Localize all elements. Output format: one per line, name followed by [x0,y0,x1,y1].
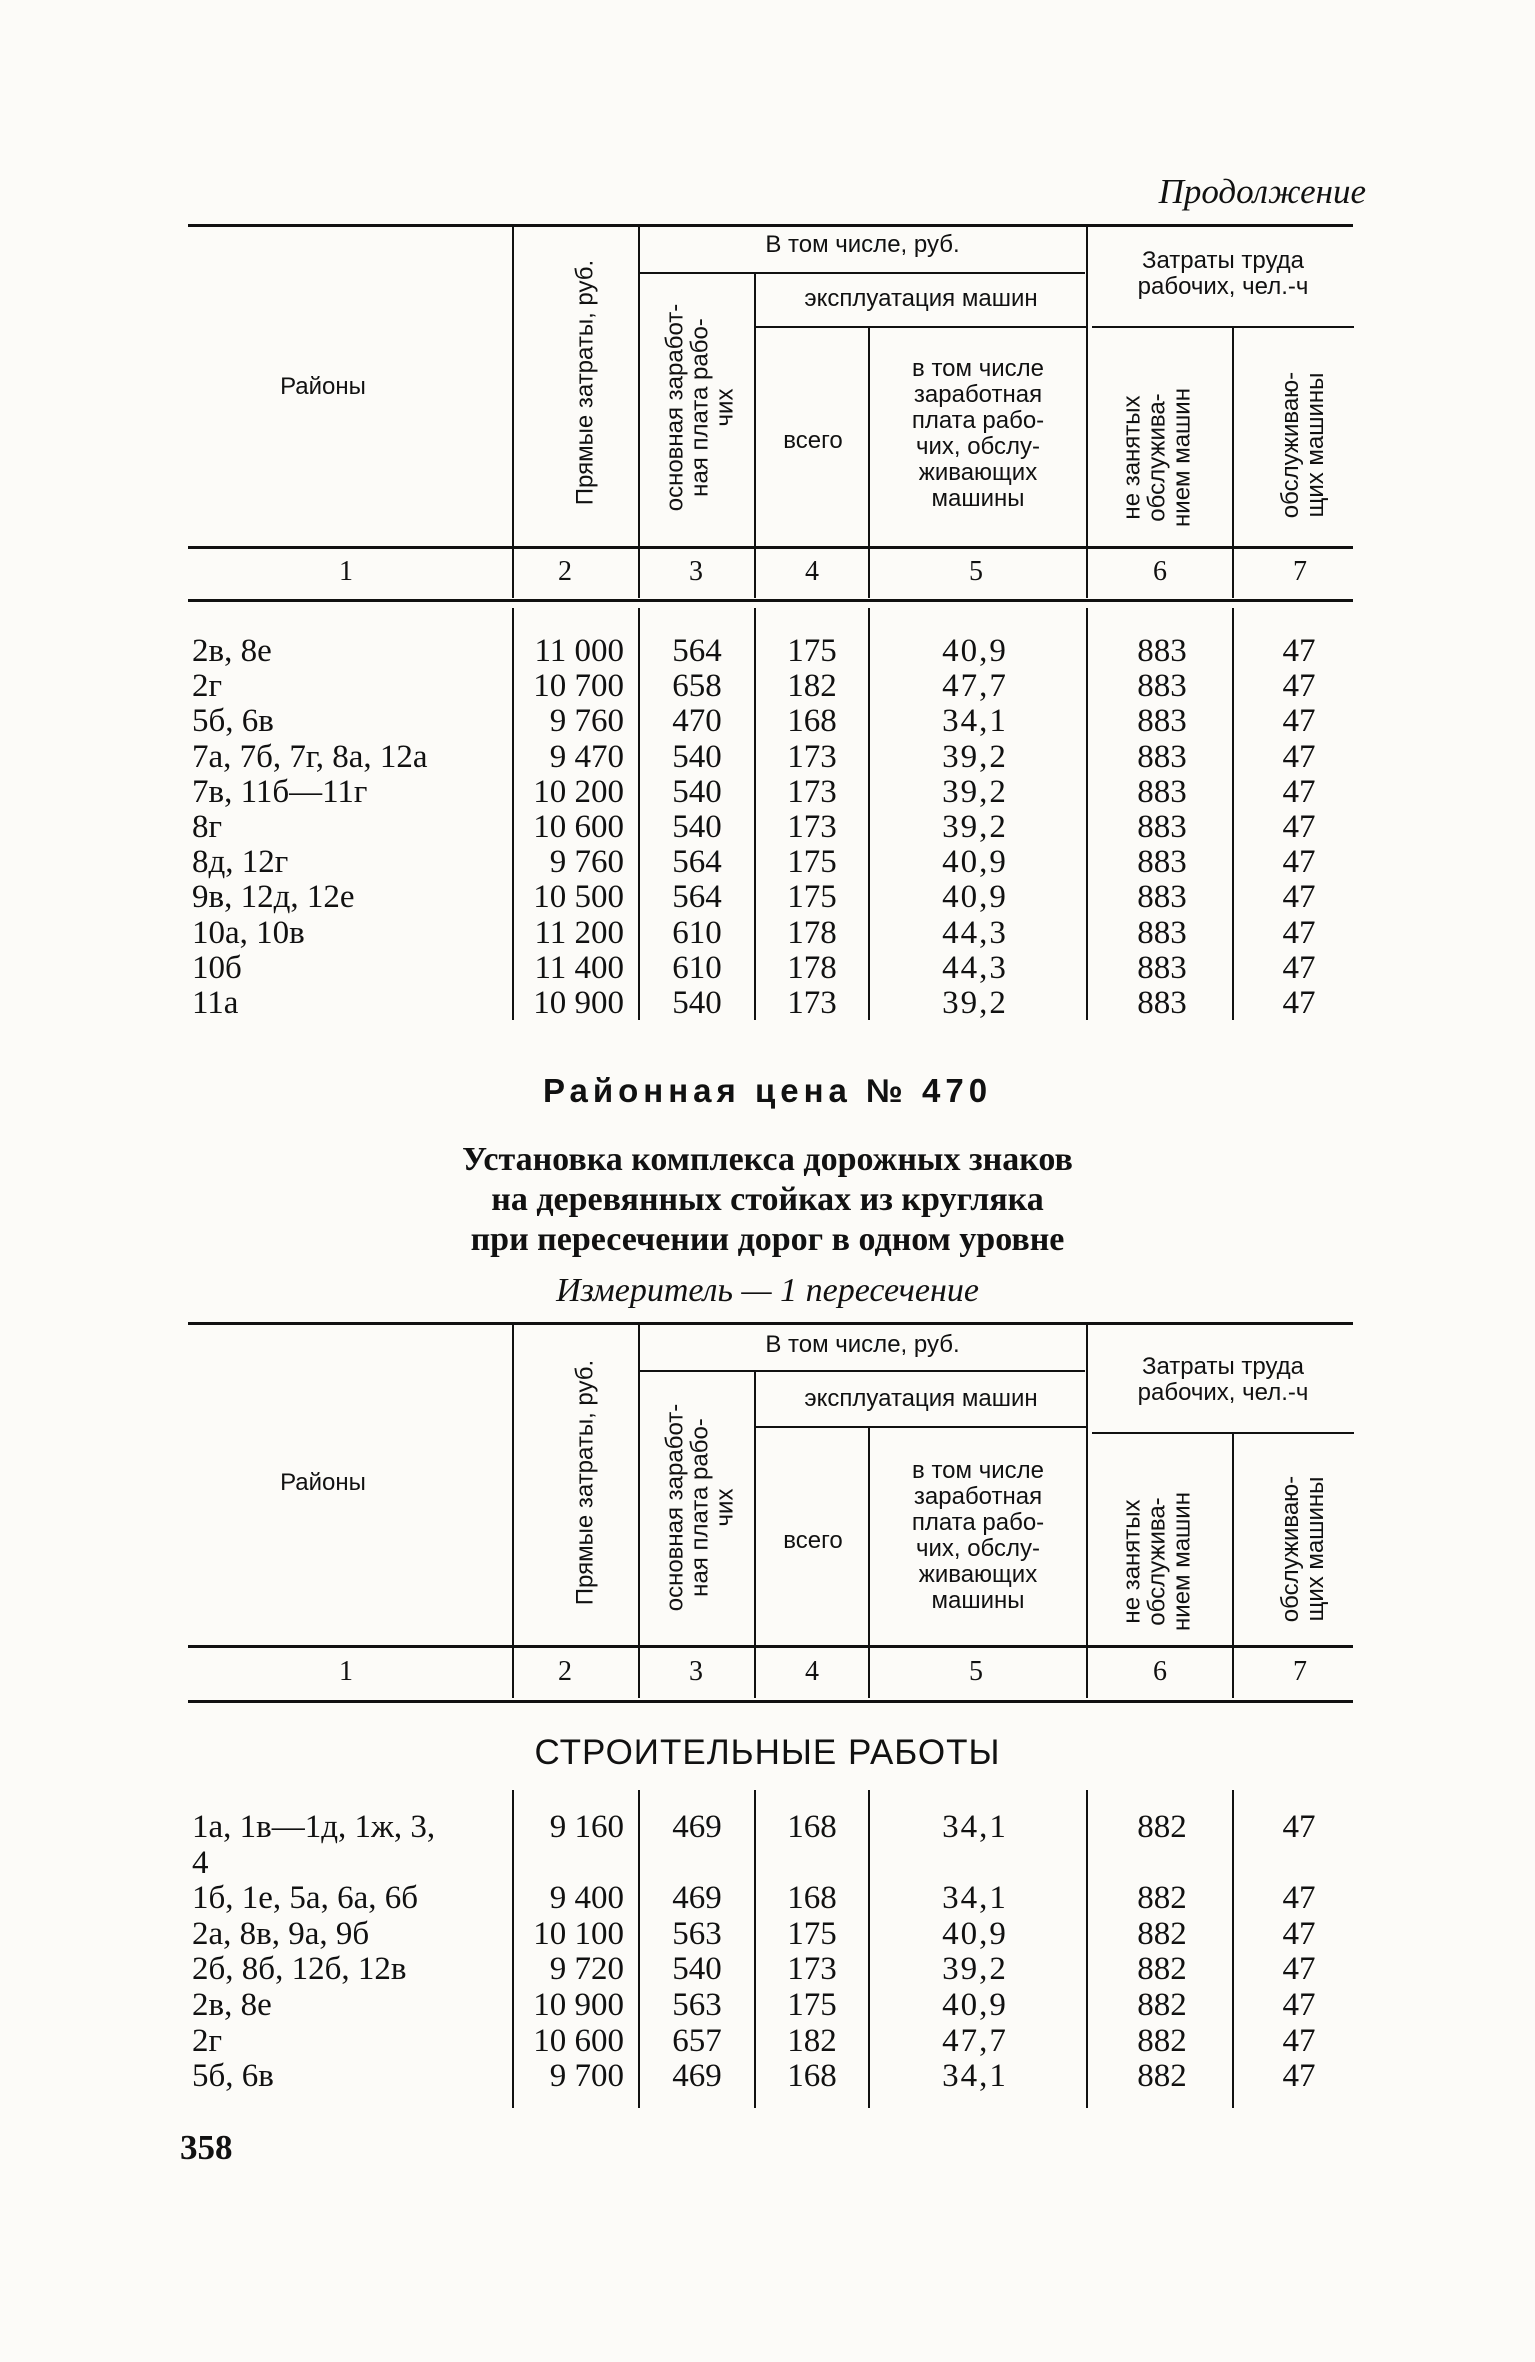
machine-ops-header: эксплуатация машин [804,285,1038,312]
col-number: 5 [969,1656,983,1687]
col-number: 2 [558,1656,572,1687]
value-cell: 610 [672,949,722,986]
region-cell: 4 [192,1844,209,1881]
table-row [0,986,1535,1021]
value-cell: 564 [672,633,722,669]
value-cell: 47 [1282,844,1316,881]
value-cell: 40,9 [942,879,1008,916]
value-cell: 563 [672,1915,722,1952]
value-cell: 47 [1282,1951,1316,1988]
value-cell: 47,7 [942,668,1008,705]
region-cell: 10а, 10в [192,914,305,951]
table-row [0,2024,1535,2059]
value-cell: 883 [1137,949,1187,986]
value-cell: 34,1 [942,1880,1008,1917]
value-cell: 173 [787,738,837,775]
regions-header: Районы [280,1469,366,1496]
value-cell: 882 [1137,2058,1187,2095]
region-cell: 1а, 1в—1д, 1ж, 3, [192,1809,436,1845]
value-cell: 168 [787,2058,837,2095]
value-cell: 47 [1282,738,1316,775]
value-cell: 47 [1282,773,1316,810]
value-cell: 540 [672,738,722,775]
incl-header: В том числе, руб. [765,1331,960,1358]
value-cell: 10 700 [533,668,624,705]
value-cell: 883 [1137,668,1187,705]
value-cell: 168 [787,1809,837,1845]
price-title: Районная цена № 470 [542,1072,993,1109]
page-number: 358 [180,2128,233,2167]
region-cell: 8д, 12г [192,844,289,881]
machine-ops-header: эксплуатация машин [804,1385,1038,1412]
value-cell: 10 600 [533,809,624,845]
table-row [0,845,1535,880]
col-number: 1 [339,556,353,587]
col-number: 7 [1293,1656,1307,1687]
value-cell: 610 [672,914,722,951]
value-cell: 47 [1282,1880,1316,1917]
value-cell: 9 760 [549,844,624,881]
table-row [0,1810,1535,1845]
table-row [0,916,1535,951]
base-wage-header: основная заработ- ная плата рабо- чих [661,303,739,512]
value-cell: 10 500 [533,879,624,916]
value-cell: 47 [1282,949,1316,986]
value-cell: 10 100 [533,1915,624,1952]
not-servicing-header: не занятых обслужива- нием машин [1118,388,1196,527]
incl-wage-header: в том числе заработная плата рабо- чих, обслу- живающих машины [911,355,1045,512]
value-cell: 540 [672,1951,722,1988]
value-cell: 882 [1137,1880,1187,1917]
servicing-header: обслуживаю- щих машины [1277,1475,1329,1623]
region-cell: 2г [192,2022,223,2059]
col-number: 3 [689,556,703,587]
value-cell: 44,3 [942,949,1008,986]
value-cell: 47 [1282,1809,1316,1845]
value-cell: 9 760 [549,703,624,740]
value-cell: 168 [787,1880,837,1917]
table-row [0,880,1535,915]
value-cell: 469 [672,1880,722,1917]
value-cell: 10 900 [533,985,624,1021]
servicing-header: обслуживаю- щих машины [1277,371,1329,519]
value-cell: 10 900 [533,1987,624,2023]
value-cell: 175 [787,1915,837,1952]
labor-header: Затраты труда рабочих, чел.-ч [1137,247,1309,300]
value-cell: 47 [1282,914,1316,951]
value-cell: 47 [1282,985,1316,1021]
value-cell: 882 [1137,1915,1187,1952]
value-cell: 540 [672,773,722,810]
col-number: 6 [1153,1656,1167,1687]
value-cell: 34,1 [942,703,1008,740]
value-cell: 9 720 [549,1951,624,1988]
value-cell: 175 [787,1987,837,2023]
col-number: 3 [689,1656,703,1687]
value-cell: 175 [787,879,837,916]
table-row [0,634,1535,669]
col-number: 5 [969,556,983,587]
value-cell: 883 [1137,773,1187,810]
region-cell: 10б [192,949,242,986]
value-cell: 564 [672,844,722,881]
region-cell: 2в, 8е [192,633,272,669]
value-cell: 10 600 [533,2022,624,2059]
value-cell: 882 [1137,1987,1187,2023]
value-cell: 883 [1137,914,1187,951]
col-number: 4 [805,1656,819,1687]
value-cell: 47 [1282,879,1316,916]
region-cell: 8г [192,809,223,845]
regions-header: Районы [280,373,366,400]
table-row [0,669,1535,704]
region-cell: 2б, 8б, 12б, 12в [192,1951,407,1988]
continuation-label: Продолжение [1158,172,1366,211]
value-cell: 9 160 [549,1809,624,1845]
table-row [0,1988,1535,2023]
value-cell: 9 400 [549,1880,624,1917]
value-cell: 39,2 [942,1951,1008,1988]
value-cell: 39,2 [942,773,1008,810]
description: Установка комплекса дорожных знаков на деревянных стойках из кругляка при пересечении дорог в одном уровне [462,1141,1073,1258]
table-row [0,1952,1535,1987]
value-cell: 882 [1137,2022,1187,2059]
value-cell: 658 [672,668,722,705]
value-cell: 173 [787,773,837,810]
value-cell: 564 [672,879,722,916]
direct-costs-header: Прямые затраты, руб. [571,1359,599,1606]
value-cell: 11 400 [534,949,624,986]
table-row [0,775,1535,810]
table-row [0,2059,1535,2094]
incl-header: В том числе, руб. [765,231,960,258]
value-cell: 40,9 [942,1987,1008,2023]
value-cell: 40,9 [942,844,1008,881]
region-cell: 11а [192,985,239,1021]
region-cell: 5б, 6в [192,2058,274,2095]
value-cell: 47 [1282,2022,1316,2059]
labor-header: Затраты труда рабочих, чел.-ч [1137,1353,1309,1406]
region-cell: 2г [192,668,223,705]
value-cell: 540 [672,809,722,845]
col-number: 1 [339,1656,353,1687]
value-cell: 182 [787,668,837,705]
value-cell: 882 [1137,1951,1187,1988]
table-row [0,1917,1535,1952]
region-cell: 2в, 8е [192,1987,272,2023]
region-cell: 9в, 12д, 12е [192,879,355,916]
region-cell: 5б, 6в [192,703,274,740]
value-cell: 11 000 [534,633,624,669]
table-row [0,1881,1535,1916]
value-cell: 9 700 [549,2058,624,2095]
value-cell: 173 [787,985,837,1021]
col-number: 7 [1293,556,1307,587]
value-cell: 178 [787,914,837,951]
value-cell: 883 [1137,703,1187,740]
value-cell: 47 [1282,1987,1316,2023]
incl-wage-header: в том числе заработная плата рабо- чих, обслу- живающих машины [911,1457,1045,1614]
value-cell: 47 [1282,668,1316,705]
value-cell: 10 200 [533,773,624,810]
value-cell: 469 [672,2058,722,2095]
table-row [0,704,1535,739]
value-cell: 40,9 [942,633,1008,669]
total-header: всего [783,1527,843,1554]
value-cell: 883 [1137,985,1187,1021]
table-row [0,1846,1535,1881]
value-cell: 34,1 [942,1809,1008,1845]
value-cell: 175 [787,633,837,669]
direct-costs-header: Прямые затраты, руб. [571,259,599,506]
value-cell: 47 [1282,2058,1316,2095]
value-cell: 182 [787,2022,837,2059]
table-row [0,951,1535,986]
value-cell: 11 200 [534,914,624,951]
value-cell: 39,2 [942,738,1008,775]
value-cell: 469 [672,1809,722,1845]
section-title: СТРОИТЕЛЬНЫЕ РАБОТЫ [534,1733,1001,1772]
value-cell: 883 [1137,633,1187,669]
col-number: 6 [1153,556,1167,587]
value-cell: 47 [1282,633,1316,669]
value-cell: 47 [1282,1915,1316,1952]
value-cell: 47 [1282,703,1316,740]
value-cell: 47 [1282,809,1316,845]
value-cell: 470 [672,703,722,740]
value-cell: 883 [1137,879,1187,916]
value-cell: 44,3 [942,914,1008,951]
col-number: 4 [805,556,819,587]
region-cell: 7в, 11б—11г [192,773,368,810]
value-cell: 882 [1137,1809,1187,1845]
value-cell: 883 [1137,844,1187,881]
table-row [0,740,1535,775]
value-cell: 883 [1137,738,1187,775]
table-row [0,810,1535,845]
value-cell: 883 [1137,809,1187,845]
value-cell: 39,2 [942,809,1008,845]
value-cell: 563 [672,1987,722,2023]
value-cell: 178 [787,949,837,986]
region-cell: 1б, 1е, 5а, 6а, 6б [192,1880,419,1917]
region-cell: 7а, 7б, 7г, 8а, 12а [192,738,428,775]
value-cell: 34,1 [942,2058,1008,2095]
base-wage-header: основная заработ- ная плата рабо- чих [661,1403,739,1612]
value-cell: 47,7 [942,2022,1008,2059]
value-cell: 39,2 [942,985,1008,1021]
col-number: 2 [558,556,572,587]
measure-label: Измеритель — 1 пересечение [556,1272,979,1309]
value-cell: 40,9 [942,1915,1008,1952]
total-header: всего [783,427,843,454]
value-cell: 175 [787,844,837,881]
value-cell: 540 [672,985,722,1021]
value-cell: 173 [787,1951,837,1988]
not-servicing-header: не занятых обслужива- нием машин [1118,1492,1196,1631]
value-cell: 173 [787,809,837,845]
value-cell: 168 [787,703,837,740]
value-cell: 9 470 [549,738,624,775]
value-cell: 657 [672,2022,722,2059]
region-cell: 2а, 8в, 9а, 9б [192,1915,370,1952]
